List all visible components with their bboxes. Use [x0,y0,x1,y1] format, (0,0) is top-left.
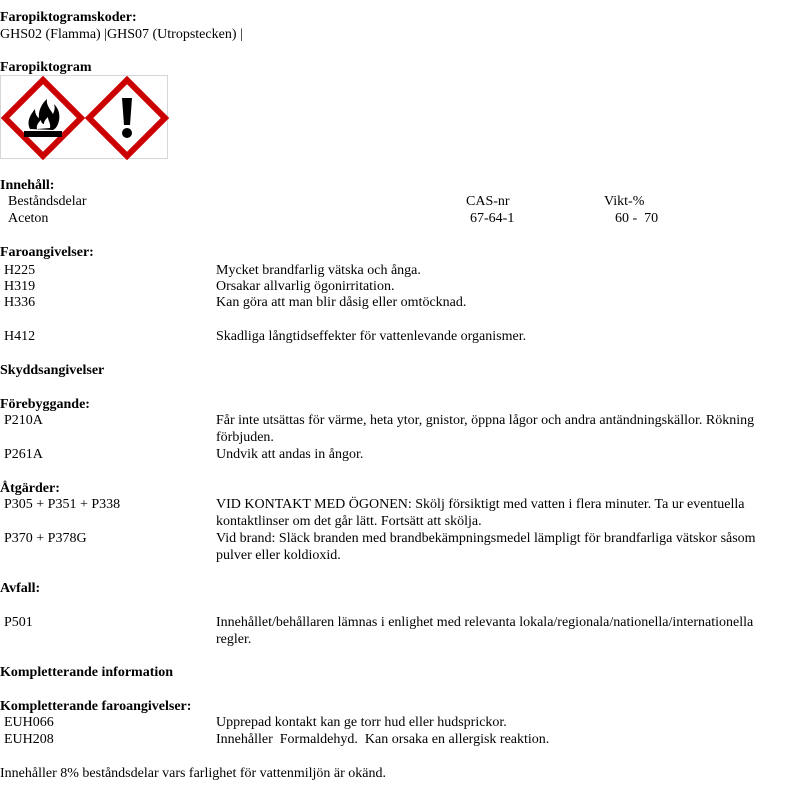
flame-icon [1,76,85,160]
euh-code: EUH066 [4,715,54,730]
precaution-code: P370 + P378G [4,531,87,546]
pictogram-heading: Faropiktogram [0,60,92,75]
precaution-code: P210A [4,413,43,428]
precaution-code: P261A [4,447,43,462]
contents-column-ingredient: Beståndsdelar [8,194,87,209]
disposal-heading: Avfall: [0,581,41,596]
precaution-text: Vid brand: Släck branden med brandbekämpningsmedel lämpligt för brandfarliga vätskor såsom pulver eller koldioxid. [216,531,756,563]
hazard-code: H225 [4,263,36,278]
hazard-code: H319 [4,279,36,294]
prevention-heading: Förebyggande: [0,397,90,412]
contents-heading: Innehåll: [0,178,55,193]
precaution-text: Innehållet/behållaren lämnas i enlighet med relevanta lokala/regionala/nationella/internationella regler. [216,615,754,647]
euh-code: EUH208 [4,732,54,747]
contents-row-name: Aceton [8,211,49,226]
hazard-text: Skadliga långtidseffekter för vattenlevande organismer. [216,329,527,344]
contents-column-weight: Vikt-% [604,194,645,209]
pictogram-codes-value: GHS02 (Flamma) |GHS07 (Utropstecken) | [0,27,243,42]
hazard-text: Kan göra att man blir dåsig eller omtöcknad. [216,295,467,310]
precaution-heading: Skyddsangivelser [0,363,105,378]
contents-row-weight: 60 - 70 [615,211,659,226]
euh-text: Upprepad kontakt kan ge torr hud eller hudsprickor. [216,715,507,730]
response-heading: Åtgärder: [0,481,60,496]
hazard-heading: Faroangivelser: [0,245,94,260]
pictogram-codes-heading: Faropiktogramskoder: [0,10,137,25]
supplemental-heading: Kompletterande information [0,665,174,680]
precaution-code: P501 [4,615,33,630]
hazard-code: H412 [4,329,36,344]
euh-text: Innehåller Formaldehyd. Kan orsaka en allergisk reaktion. [216,732,550,747]
hazard-text: Mycket brandfarlig vätska och ånga. [216,263,421,278]
supplemental-hazard-heading: Kompletterande faroangivelser: [0,699,192,714]
precaution-code: P305 + P351 + P338 [4,497,121,512]
precaution-text: Undvik att andas in ångor. [216,447,364,462]
hazard-text: Orsakar allvarlig ögonirritation. [216,279,395,294]
contents-row-cas: 67-64-1 [470,211,515,226]
precaution-text: VID KONTAKT MED ÖGONEN: Skölj försiktigt med vatten i flera minuter. Ta ur eventuella kontaktlinser om det går lätt. Fortsätt att skölja. [216,497,745,529]
unknown-toxicity-note: Innehåller 8% beståndsdelar vars farlighet för vattenmiljön är okänd. [0,766,387,781]
pictogram-box [0,75,168,159]
hazard-code: H336 [4,295,36,310]
precaution-text: Får inte utsättas för värme, heta ytor, gnistor, öppna lågor och andra antändningskällor. Rökning förbjuden. [216,413,755,445]
exclamation-icon [85,76,169,160]
contents-column-cas: CAS-nr [466,194,510,209]
